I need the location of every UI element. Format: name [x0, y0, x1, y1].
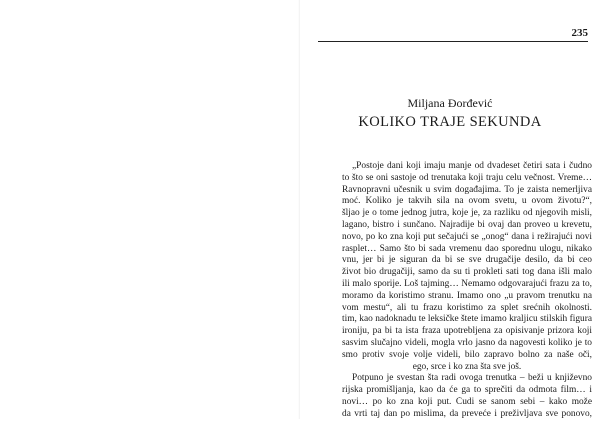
story-title: KOLIKO TRAJE SEKUNDA [358, 114, 542, 130]
body-line: rijska promišljanja, kao da će ga to sprečiti da odmota film… i [342, 385, 592, 396]
body-line: to što se oni sastoje od trenutaka koji traju celu večnost. Vreme… [342, 172, 592, 183]
page-number: 235 [571, 27, 588, 39]
body-line: šljao je o tome jednog jutra, koje je, za razliku od njegovih misli, [342, 208, 592, 219]
body-line: Potpuno je svestan šta radi ovoga trenutka – beži u književno [352, 373, 592, 384]
body-line: moramo da koristimo stranu. Imamo ono „u pravom trenutku na [342, 290, 592, 301]
body-line: vnu, jer bi je siguran da bi se sve drugačije desilo, da bi ceo [342, 255, 592, 266]
body-line: ego, srce i ko zna šta sve još. [412, 361, 522, 372]
body-line: da vrti taj dan po mislima, da preveće i preživljava sve ponovo, [342, 408, 592, 419]
body-line: ironiju, pa bi ta ista fraza upotrebljena za opisivanje prizora koji [342, 326, 592, 337]
body-line: rasplet… Samo što bi sada vremenu dao sporednu ulogu, nikako [342, 243, 592, 254]
body-line: lagano, bistro i sunčano. Najradije bi ovaj dan proveo u krevetu, [342, 219, 592, 230]
body-line: Ravnopravni učesnik u svim događajima. To je zaista nemerljiva [342, 184, 592, 195]
body-line: tim, kao nadoknadu te leksičke štete imamo kraljicu stilskih figura [342, 314, 592, 325]
author-name: Miljana Đorđević [407, 96, 493, 110]
left-page-blank [0, 0, 300, 419]
body-line: sasvim slučajno videli, mogla vrlo jasno da nagovesti koliko je to [342, 337, 592, 348]
body-line: život bio drugačiji, samo da su ti prokleti sati tog dana išli malo [342, 267, 592, 278]
body-text [342, 161, 592, 421]
body-line: novi… po ko zna koji put. Čudi se sanom sebi – kako može [342, 396, 592, 407]
body-line: moć. Koliko je takvih sila na ovom svetu, u ovom životu?“, [342, 196, 592, 207]
header-rule [318, 41, 588, 42]
right-page [300, 0, 600, 419]
body-line: vom mestu“, ali tu frazu koristimo za splet srećnih okolnosti. [342, 302, 592, 313]
body-line: novo, po ko zna koji put sečajući se „onog“ dana i režirajući novi [342, 231, 592, 242]
body-line: ili malo sporije. Loš tajming… Nemamo odgovarajući frazu za to, [342, 278, 592, 289]
body-line: „Postoje dani koji imaju manje od dvadeset četiri sata i čudno [352, 161, 592, 171]
body-line: smo protiv svoje volje videli, bilo zapravo bolno za naše oči, [342, 349, 592, 360]
